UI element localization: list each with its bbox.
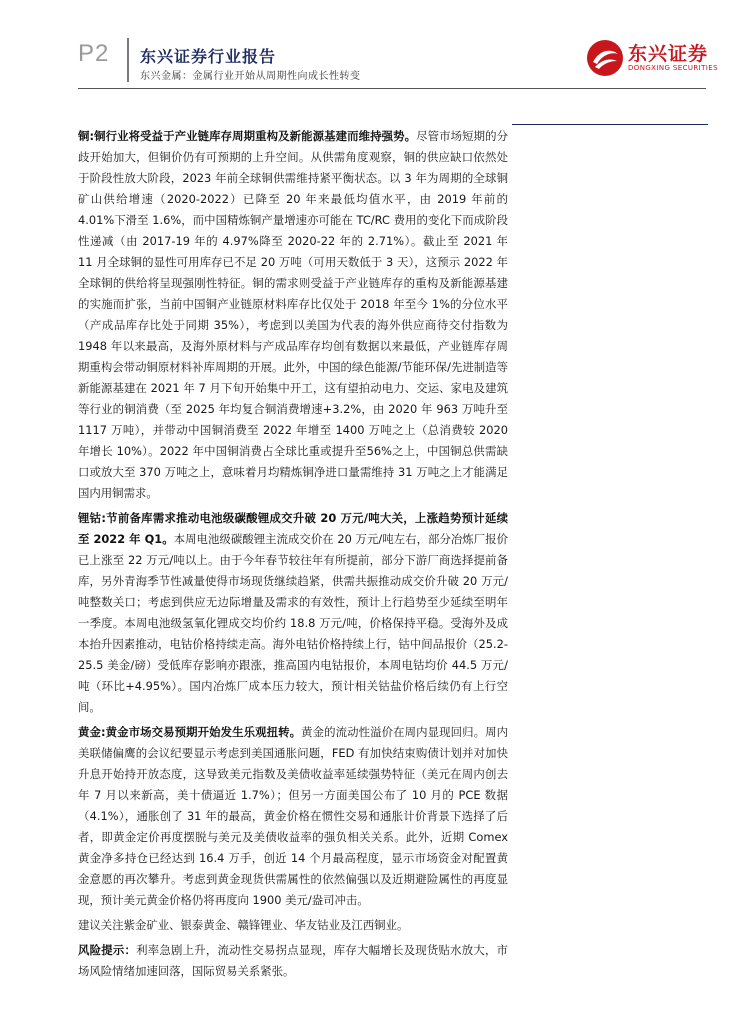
sidebar-rule (512, 124, 708, 125)
paragraph-recommendation (78, 915, 508, 936)
report-body (78, 126, 508, 986)
paragraph-lead: 风险提示： (78, 943, 137, 957)
paragraph-copper (78, 126, 508, 504)
logo-english: DONGXING SECURITIES (628, 64, 718, 72)
paragraph-text: 建议关注紫金矿业、银泰黄金、赣锋锂业、华友钴业及江西铜业。 (78, 918, 409, 932)
paragraph-gold (78, 722, 508, 911)
paragraph-text: 本周电池级碳酸锂主流成交价在 20 万元/吨左右，部分冶炼厂报价已上涨至 22 万元/吨以上。由于今年春节较往年有所提前，部分下游厂商选择提前备库，另外青海季节性减量使得市场现货继续趋紧，供需共振推动成交价升破 20 万元/吨整数关口；考虑到供应无边际增量及需求的有效性，预计上行趋势至少延续至明年一季度。本周电池级氢氧化锂成交均价约 18.8 万元/吨，价格保持平稳。受海外及成本抬升因素推动，电钴价格持续走高。海外电钴价格持续上行，钴中间品报价（25.2-25.5 美金/磅）受低库存影响亦跟涨，推高国内电钴报价，本周电钴均价 44.5 万元/吨（环比+4.95%）。国内冶炼厂成本压力较大，预计相关钴盐价格后续仍有上行空间。 (78, 532, 508, 714)
paragraph-lead: 黄金:黄金市场交易预期开始发生乐观扭转。 (78, 725, 302, 739)
paragraph-risk (78, 940, 508, 982)
logo-wordmark: 东兴证券 (628, 43, 709, 65)
page-number: P2 (78, 40, 110, 67)
paragraph-lithium-cobalt (78, 508, 508, 718)
header-rule (78, 88, 706, 89)
paragraph-lead: 锂钴:节前备库需求推动电池级碳酸锂成交升破 20 万元/吨大关，上涨趋势预计延续至 2022 年 Q1。 (78, 511, 508, 546)
paragraph-text: 利率急剧上升，流动性交易拐点显现，库存大幅增长及现货贴水放大，市场风险情绪加速回落，国际贸易关系紧张。 (78, 943, 508, 978)
paragraph-lead: 铜:铜行业将受益于产业链库存周期重构及新能源基建而维持强势。 (78, 129, 417, 143)
paragraph-text: 尽管市场短期的分歧开始加大，但铜价仍有可预期的上升空间。从供需角度观察，铜的供应缺口依然处于阶段性放大阶段，2023 年前全球铜供需维持紧平衡状态。以 3 年为周期的全球铜矿山供给增速（2020-2022）已降至 20 年来最低均值水平，由 2019 年前的 4.01%下滑至 1.6%，而中国精炼铜产量增速亦可能在 TC/RC 费用的变化下而成阶段性递减（由 2017-19 年的 4.97%降至 2020-22 年的 2.71%）。截止至 2021 年 11 月全球铜的显性可用库存已不足 20 万吨（可用天数低于 3 天），这预示 2022 年全球铜的供给将呈现强刚性特征。铜的需求则受益于产业链库存的重构及新能源基建的实施而扩张，当前中国铜产业链原材料库存比仅处于 2018 年至今 1%的分位水平（产成品库存比处于同期 35%），考虑到以美国为代表的海外供应商待交付指数为 1948 年以来最高，及海外原材料与产成品库存均创有数据以来最低，产业链库存周期重构会带动铜原材料补库周期的开展。此外，中国的绿色能源/节能环保/先进制造等新能源基建在 2021 年 7 月下旬开始集中开工，这有望拍动电力、交运、家电及建筑等行业的铜消费（至 2025 年均复合铜消费增速+3.2%，由 2020 年 963 万吨升至 1117 万吨），并带动中国铜消费至 2022 年增至 1400 万吨之上（总消费较 2020 年增长 10%）。2022 年中国铜消费占全球比重或提升至56%之上，中国铜总供需缺口或放大至 370 万吨之上，意味着月均精炼铜净进口量需维持 31 万吨之上才能满足国内用铜需求。 (78, 129, 508, 500)
report-subtitle: 东兴金属：金属行业开始从周期性向成长性转变 (140, 71, 361, 82)
report-header (0, 0, 755, 90)
paragraph-text: 黄金的流动性溢价在周内显现回归。周内美联储偏鹰的会议纪要显示考虑到美国通胀问题，FED 有加快结束购债计划并对加快升息开始持开放态度，这导致美元指数及美债收益率延续强势特征（美元在周内创去年 7 月以来新高，美十债逼近 1.7%）；但另一方面美国公布了 10 月的 PCE 数据（4.1%），通胀创了 31 年的最高，黄金价格在惯性交易和通胀计价背景下选择了后者，即黄金定价再度摆脱与美元及美债收益率的强负相关关系。此外，近期 Comex 黄金净多持仓已经达到 16.4 万手，创近 14 个月最高程度，显示市场资金对配置黄金意愿的再次攀升。考虑到黄金现货供需属性的依然偏强以及近期避险属性的再度显现，预计美元黄金价格仍将再度向 1900 美元/盎司冲击。 (78, 725, 508, 907)
report-title: 东兴证券行业报告 (140, 47, 277, 66)
header-divider (127, 38, 129, 82)
